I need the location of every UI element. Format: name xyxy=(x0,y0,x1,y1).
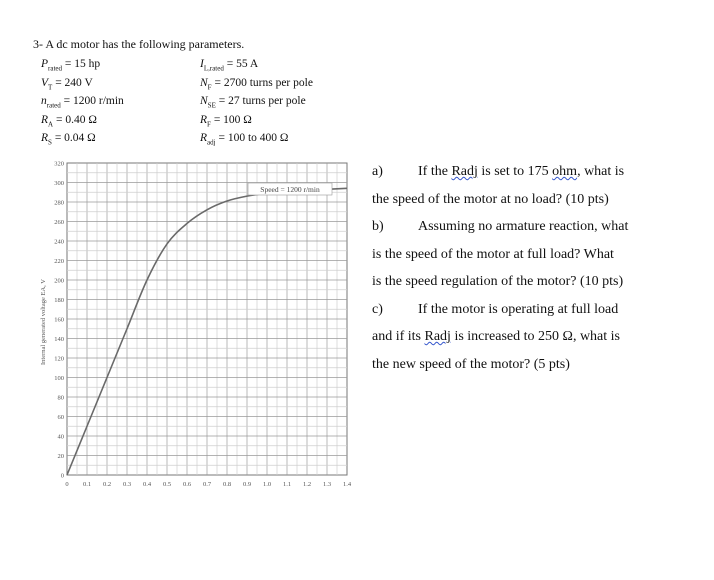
param-n-rated: $n_{rated} = 1200$ r/min xyxy=(41,95,124,110)
x-tick-label: 0.2 xyxy=(102,481,112,488)
problem-title: 3- A dc motor has the following parameters. xyxy=(33,37,245,51)
param-r-a: $R_A = 0.40$ Ω xyxy=(41,113,97,128)
y-tick-label: 20 xyxy=(57,452,64,460)
y-tick-label: 180 xyxy=(54,296,64,304)
y-tick-label: 160 xyxy=(54,316,64,324)
y-tick-label: 200 xyxy=(54,277,64,285)
chart-annotation: Speed = 1200 r/min xyxy=(260,185,320,194)
param-n-se: $N_{SE} = 27$ turns per pole xyxy=(200,95,306,110)
x-tick-label: 0.4 xyxy=(142,481,152,488)
x-tick-label: 1.1 xyxy=(282,481,292,488)
param-p-rated: $P_{rated} = 15$ hp xyxy=(41,58,101,73)
y-tick-label: 120 xyxy=(54,355,64,363)
ohm-term: ohm xyxy=(552,164,578,179)
radj-term: Radj xyxy=(424,329,451,344)
param-n-f: $N_F = 2700$ turns per pole xyxy=(200,76,313,91)
radj-term: Radj xyxy=(451,164,478,179)
x-tick-label: 0.9 xyxy=(242,481,252,488)
x-tick-label: 1.3 xyxy=(322,481,332,488)
param-r-s: $R_S = 0.04$ Ω xyxy=(41,132,96,147)
y-tick-label: 60 xyxy=(57,413,64,421)
y-tick-label: 220 xyxy=(54,257,64,265)
x-tick-label: 0.6 xyxy=(182,481,192,488)
question-a: a) If the Radj is set to 175 ohm, what is the speed of the motor at no load? (10 pts) b) Assuming no armature reaction, what is the speed of the motor at full load? What is the speed regulation of the motor? (10 pts) c) If the motor is operating at full load and if its Radj is increased to 250 Ω, what is the new speed of the motor? (5 pts) xyxy=(372,158,628,378)
y-tick-label: 260 xyxy=(54,218,64,226)
param-r-adj: $R_{adj} = 100$ to 400 Ω xyxy=(200,132,289,147)
y-tick-label: 280 xyxy=(54,199,64,207)
y-tick-label: 80 xyxy=(57,394,64,402)
param-r-f: $R_F = 100$ Ω xyxy=(200,113,252,128)
x-tick-label: 1.0 xyxy=(262,481,272,488)
y-tick-label: 0 xyxy=(60,472,64,480)
y-tick-label: 100 xyxy=(54,374,64,382)
x-tick-label: 0.5 xyxy=(162,481,172,488)
x-tick-label: 0.1 xyxy=(82,481,92,488)
y-tick-label: 240 xyxy=(54,238,64,246)
x-tick-label: 0.7 xyxy=(202,481,212,488)
question-a-label: a) xyxy=(372,164,383,179)
y-tick-label: 300 xyxy=(54,179,64,187)
y-axis-label: Internal generated voltage EA, V xyxy=(40,279,47,365)
x-tick-label: 0.3 xyxy=(122,481,132,488)
y-tick-label: 320 xyxy=(54,160,64,168)
question-c-label: c) xyxy=(372,301,383,317)
x-tick-label: 0.8 xyxy=(222,481,232,488)
x-tick-label: 1.4 xyxy=(342,481,352,488)
question-b-label: b) xyxy=(372,219,384,234)
param-v-t: $V_T = 240$ V xyxy=(41,76,93,91)
x-tick-label: 0 xyxy=(65,481,69,488)
x-tick-label: 1.2 xyxy=(302,481,312,488)
param-i-lrated: $I_{L,rated} = 55$ A xyxy=(200,58,259,73)
y-tick-label: 140 xyxy=(54,335,64,343)
y-tick-label: 40 xyxy=(57,433,64,441)
